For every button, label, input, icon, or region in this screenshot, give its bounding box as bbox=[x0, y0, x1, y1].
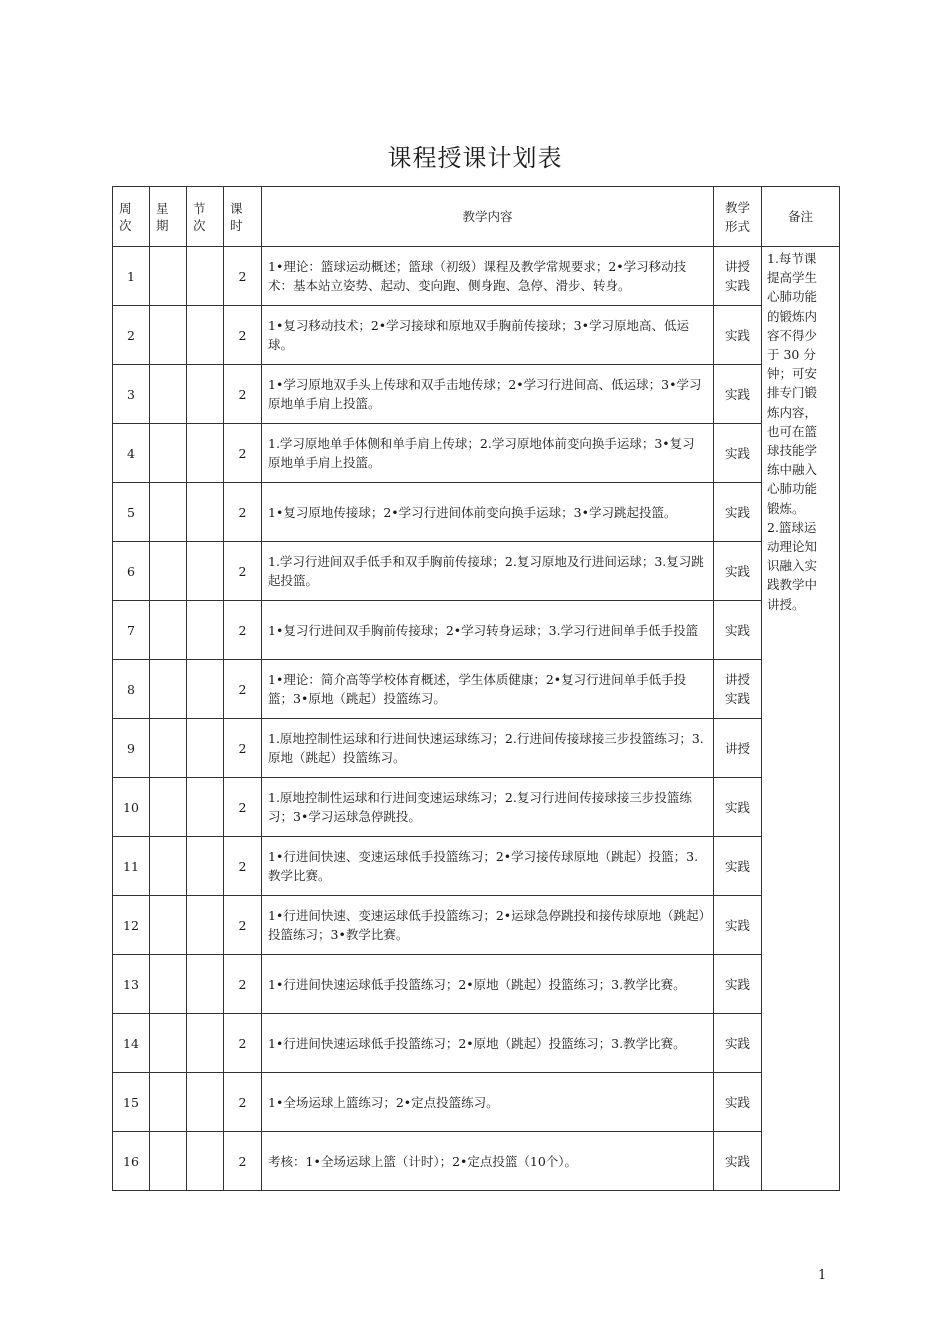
cell-week: 15 bbox=[113, 1073, 150, 1132]
header-remarks bbox=[762, 187, 840, 247]
cell-week: 13 bbox=[113, 955, 150, 1014]
cell-hours: 2 bbox=[224, 247, 262, 306]
remarks-line: 1.每节课 bbox=[767, 251, 817, 266]
cell-weekday bbox=[150, 660, 187, 719]
cell-content: 1.原地控制性运球和行进间变速运球练习；2.复习行进间传接球接三步投篮练习；3•学习运球急停跳投。 bbox=[262, 778, 714, 837]
cell-format: 实践 bbox=[714, 1014, 762, 1073]
header-weekday bbox=[150, 187, 187, 247]
remarks-line: 练中融入 bbox=[767, 462, 818, 478]
cell-period bbox=[187, 365, 224, 424]
table-row bbox=[113, 1073, 840, 1132]
cell-hours: 2 bbox=[224, 424, 262, 483]
header-format-text: 教学 形式 bbox=[724, 199, 750, 234]
cell-weekday bbox=[150, 778, 187, 837]
header-period-text: 节 次 bbox=[193, 200, 206, 233]
cell-content: 1.原地控制性运球和行进间快速运球练习；2.行进间传接球接三步投篮练习；3.原地（跳起）投篮练习。 bbox=[262, 719, 714, 778]
cell-hours: 2 bbox=[224, 542, 262, 601]
cell-weekday bbox=[150, 1073, 187, 1132]
cell-weekday bbox=[150, 542, 187, 601]
cell-weekday bbox=[150, 601, 187, 660]
cell-content: 1•行进间快速、变速运球低手投篮练习；2•学习接传球原地（跳起）投篮；3.教学比赛。 bbox=[262, 837, 714, 896]
table-row bbox=[113, 483, 840, 542]
cell-week: 8 bbox=[113, 660, 150, 719]
remarks-line: 提高学生 bbox=[767, 270, 818, 286]
cell-weekday bbox=[150, 1132, 187, 1191]
page-title: 课程授课计划表 bbox=[387, 144, 563, 172]
remarks-line: 2.篮球运 bbox=[767, 519, 817, 535]
remarks-line: 炼内容， bbox=[767, 404, 818, 420]
table-row bbox=[113, 719, 840, 778]
table-row bbox=[113, 247, 840, 306]
cell-weekday bbox=[150, 247, 187, 306]
cell-week: 2 bbox=[113, 306, 150, 365]
cell-weekday bbox=[150, 306, 187, 365]
cell-format: 实践 bbox=[714, 955, 762, 1014]
cell-weekday bbox=[150, 719, 187, 778]
cell-week: 1 bbox=[113, 247, 150, 306]
cell-format: 讲授 bbox=[714, 719, 762, 778]
remarks-line: 心肺功能 bbox=[767, 289, 818, 305]
cell-content: 1.学习行进间双手低手和双手胸前传接球；2.复习原地及行进间运球；3.复习跳起投篮。 bbox=[262, 542, 714, 601]
table-header-row bbox=[113, 187, 840, 247]
cell-period bbox=[187, 660, 224, 719]
cell-weekday bbox=[150, 1014, 187, 1073]
header-remarks-text: 备注 bbox=[787, 209, 813, 224]
remarks-line: 钟；可安 bbox=[767, 366, 818, 382]
cell-weekday bbox=[150, 896, 187, 955]
cell-hours: 2 bbox=[224, 837, 262, 896]
table-row bbox=[113, 1132, 840, 1191]
table-row bbox=[113, 601, 840, 660]
cell-period bbox=[187, 1073, 224, 1132]
cell-week: 14 bbox=[113, 1014, 150, 1073]
cell-format: 实践 bbox=[714, 424, 762, 483]
cell-period bbox=[187, 306, 224, 365]
remarks-line: 容不得少 bbox=[767, 327, 818, 343]
cell-content: 1•行进间快速、变速运球低手投篮练习；2•运球急停跳投和接传球原地（跳起）投篮练习；3•教学比赛。 bbox=[262, 896, 714, 955]
cell-hours: 2 bbox=[224, 601, 262, 660]
cell-period bbox=[187, 1132, 224, 1191]
cell-period bbox=[187, 1014, 224, 1073]
header-period bbox=[187, 187, 224, 247]
cell-hours: 2 bbox=[224, 719, 262, 778]
cell-hours: 2 bbox=[224, 778, 262, 837]
cell-content: 1•理论：篮球运动概述；篮球（初级）课程及教学常规要求；2•学习移动技术：基本站立姿势、起动、变向跑、侧身跑、急停、滑步、转身。 bbox=[262, 247, 714, 306]
cell-format: 实践 bbox=[714, 896, 762, 955]
remarks-line: 动理论知 bbox=[767, 539, 818, 555]
remarks-line: 心肺功能 bbox=[767, 481, 818, 497]
cell-week: 10 bbox=[113, 778, 150, 837]
cell-period bbox=[187, 778, 224, 837]
page-number: 1 bbox=[818, 1268, 827, 1283]
header-hours-text: 课 时 bbox=[230, 200, 243, 233]
cell-weekday bbox=[150, 365, 187, 424]
table-row bbox=[113, 955, 840, 1014]
cell-remarks bbox=[762, 247, 840, 1191]
cell-content: 1•行进间快速运球低手投篮练习；2•原地（跳起）投篮练习；3.教学比赛。 bbox=[262, 1014, 714, 1073]
cell-format: 实践 bbox=[714, 778, 762, 837]
cell-period bbox=[187, 424, 224, 483]
course-plan-table bbox=[112, 186, 840, 1191]
cell-week: 4 bbox=[113, 424, 150, 483]
remarks-line: 于 30 分 bbox=[767, 347, 816, 363]
cell-hours: 2 bbox=[224, 955, 262, 1014]
cell-content: 1•复习行进间双手胸前传接球；2•学习转身运球；3.学习行进间单手低手投篮 bbox=[262, 601, 714, 660]
header-format bbox=[714, 187, 762, 247]
remarks-line: 锻炼。 bbox=[767, 500, 805, 516]
cell-hours: 2 bbox=[224, 306, 262, 365]
cell-format: 实践 bbox=[714, 542, 762, 601]
cell-week: 6 bbox=[113, 542, 150, 601]
cell-hours: 2 bbox=[224, 1073, 262, 1132]
cell-content: 1•复习原地传接球；2•学习行进间体前变向换手运球；3•学习跳起投篮。 bbox=[262, 483, 714, 542]
remarks-line: 也可在篮 bbox=[767, 423, 818, 439]
cell-week: 16 bbox=[113, 1132, 150, 1191]
cell-period bbox=[187, 601, 224, 660]
cell-hours: 2 bbox=[224, 1014, 262, 1073]
cell-content: 1•学习原地双手头上传球和双手击地传球；2•学习行进间高、低运球；3•学习原地单手肩上投篮。 bbox=[262, 365, 714, 424]
remarks-line: 识融入实 bbox=[767, 558, 818, 574]
remarks-line: 球技能学 bbox=[767, 443, 818, 459]
cell-format: 实践 bbox=[714, 483, 762, 542]
cell-week: 9 bbox=[113, 719, 150, 778]
cell-period bbox=[187, 542, 224, 601]
remarks-line: 的锻炼内 bbox=[767, 308, 818, 324]
cell-weekday bbox=[150, 424, 187, 483]
cell-content: 1•理论：简介高等学校体育概述，学生体质健康；2•复习行进间单手低手投篮；3•原地（跳起）投篮练习。 bbox=[262, 660, 714, 719]
header-week bbox=[113, 187, 150, 247]
cell-format: 讲授 实践 bbox=[714, 247, 762, 306]
table-row bbox=[113, 1014, 840, 1073]
cell-period bbox=[187, 896, 224, 955]
cell-content: 1•复习移动技术；2•学习接球和原地双手胸前传接球；3•学习原地高、低运球。 bbox=[262, 306, 714, 365]
cell-hours: 2 bbox=[224, 1132, 262, 1191]
cell-week: 11 bbox=[113, 837, 150, 896]
header-content-text: 教学内容 bbox=[462, 209, 513, 224]
cell-format: 实践 bbox=[714, 1132, 762, 1191]
table-row bbox=[113, 365, 840, 424]
cell-content: 考核：1•全场运球上篮（计时）；2•定点投篮（10个）。 bbox=[262, 1132, 714, 1191]
cell-week: 7 bbox=[113, 601, 150, 660]
cell-weekday bbox=[150, 955, 187, 1014]
header-hours bbox=[224, 187, 262, 247]
cell-week: 12 bbox=[113, 896, 150, 955]
table-row bbox=[113, 306, 840, 365]
header-week-text: 周 次 bbox=[119, 200, 132, 233]
cell-week: 3 bbox=[113, 365, 150, 424]
cell-hours: 2 bbox=[224, 896, 262, 955]
cell-period bbox=[187, 955, 224, 1014]
cell-period bbox=[187, 837, 224, 896]
cell-weekday bbox=[150, 483, 187, 542]
header-weekday-text: 星 期 bbox=[156, 200, 169, 233]
cell-content: 1•全场运球上篮练习；2•定点投篮练习。 bbox=[262, 1073, 714, 1132]
cell-format: 实践 bbox=[714, 601, 762, 660]
cell-week: 5 bbox=[113, 483, 150, 542]
table-row bbox=[113, 837, 840, 896]
table-row bbox=[113, 660, 840, 719]
cell-weekday bbox=[150, 837, 187, 896]
cell-content: 1.学习原地单手体侧和单手肩上传球；2.学习原地体前变向换手运球；3•复习原地单手肩上投篮。 bbox=[262, 424, 714, 483]
cell-period bbox=[187, 247, 224, 306]
cell-format: 讲授 实践 bbox=[714, 660, 762, 719]
cell-hours: 2 bbox=[224, 365, 262, 424]
cell-period bbox=[187, 483, 224, 542]
cell-content: 1•行进间快速运球低手投篮练习；2•原地（跳起）投篮练习；3.教学比赛。 bbox=[262, 955, 714, 1014]
header-content bbox=[262, 187, 714, 247]
remarks-line: 践教学中 bbox=[767, 577, 818, 593]
cell-format: 实践 bbox=[714, 365, 762, 424]
table-row bbox=[113, 424, 840, 483]
table-row bbox=[113, 896, 840, 955]
cell-hours: 2 bbox=[224, 483, 262, 542]
cell-format: 实践 bbox=[714, 837, 762, 896]
table-row bbox=[113, 542, 840, 601]
remarks-line: 排专门锻 bbox=[767, 385, 818, 401]
cell-hours: 2 bbox=[224, 660, 262, 719]
remarks-line: 讲授。 bbox=[767, 596, 805, 612]
cell-format: 实践 bbox=[714, 1073, 762, 1132]
cell-format: 实践 bbox=[714, 306, 762, 365]
table-row bbox=[113, 778, 840, 837]
table-body bbox=[113, 247, 840, 1191]
cell-period bbox=[187, 719, 224, 778]
